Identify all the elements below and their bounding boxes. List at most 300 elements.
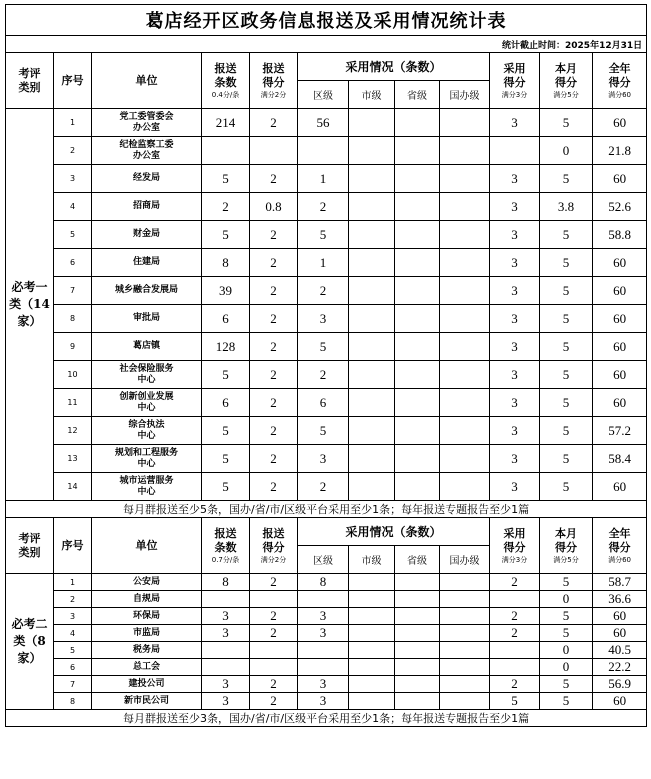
header-adopt-score: 采用 得分 满分3分 [490,518,540,574]
cell-district: 3 [298,625,349,642]
header-state: 国办级 [440,546,490,574]
cell-province [395,305,440,333]
row-unit: 公安局 [92,574,202,591]
cell-submitted [202,137,250,165]
header-submit-score: 报送 得分 满分2分 [250,518,298,574]
cell-submit-score: 2 [250,333,298,361]
row-unit: 环保局 [92,608,202,625]
row-unit: 市监局 [92,625,202,642]
cell-year-score: 60 [593,277,647,305]
cell-year-score: 40.5 [593,642,647,659]
cell-year-score: 56.9 [593,676,647,693]
cell-adopt-score: 3 [490,417,540,445]
header-category: 考评 类别 [6,518,54,574]
cell-submit-score: 2 [250,417,298,445]
cell-district: 2 [298,473,349,501]
cell-state [440,137,490,165]
cell-province [395,473,440,501]
cell-state [440,659,490,676]
header-adopt-score: 采用 得分 满分3分 [490,53,540,109]
cell-adopt-score: 3 [490,193,540,221]
cell-district: 2 [298,277,349,305]
row-unit: 党工委管委会 办公室 [92,109,202,137]
cell-adopt-score: 3 [490,333,540,361]
cell-year-score: 60 [593,249,647,277]
cell-city [349,445,395,473]
stat-date: 统计截止时间：2025年12月31日 [6,36,647,53]
row-unit: 建投公司 [92,676,202,693]
cell-province [395,389,440,417]
statistics-sheet [5,4,646,727]
cell-state [440,333,490,361]
cell-submit-score: 2 [250,361,298,389]
cell-city [349,277,395,305]
cell-province [395,249,440,277]
cell-adopt-score: 3 [490,277,540,305]
cell-city [349,574,395,591]
cell-month-score: 5 [540,333,593,361]
cell-year-score: 58.8 [593,221,647,249]
header-city: 市级 [349,546,395,574]
cell-state [440,109,490,137]
header-submitted: 报送 条数 0.4分/条 [202,53,250,109]
cell-city [349,109,395,137]
cell-state [440,249,490,277]
cell-submitted: 214 [202,109,250,137]
cell-state [440,221,490,249]
table-row [6,445,647,473]
row-seq: 1 [54,574,92,591]
cell-adopt-score: 3 [490,389,540,417]
row-seq: 5 [54,221,92,249]
cell-submit-score [250,659,298,676]
cell-state [440,574,490,591]
cell-district: 5 [298,417,349,445]
header-province: 省级 [395,81,440,109]
header-year-score: 全年 得分 满分60 [593,53,647,109]
cell-province [395,361,440,389]
cell-province [395,221,440,249]
table-row [6,193,647,221]
table-row [6,389,647,417]
row-unit: 经发局 [92,165,202,193]
cell-submit-score: 2 [250,221,298,249]
table-row [6,608,647,625]
cell-province [395,277,440,305]
cell-state [440,389,490,417]
cell-submitted: 5 [202,473,250,501]
cell-month-score: 0 [540,591,593,608]
cell-adopt-score: 3 [490,445,540,473]
row-seq: 2 [54,591,92,608]
table-row [6,333,647,361]
table-row [6,659,647,676]
cell-submit-score: 2 [250,109,298,137]
cell-month-score: 5 [540,473,593,501]
cell-adopt-score: 3 [490,361,540,389]
cell-district: 3 [298,608,349,625]
row-seq: 3 [54,165,92,193]
cell-state [440,417,490,445]
cell-city [349,305,395,333]
cell-year-score: 60 [593,389,647,417]
row-unit: 自规局 [92,591,202,608]
row-unit: 财金局 [92,221,202,249]
row-seq: 7 [54,277,92,305]
cell-month-score: 5 [540,165,593,193]
cell-submitted: 3 [202,676,250,693]
cell-state [440,305,490,333]
cell-year-score: 60 [593,165,647,193]
cell-state [440,642,490,659]
cell-submit-score: 2 [250,445,298,473]
cell-month-score: 5 [540,361,593,389]
table-row [6,574,647,591]
cell-city [349,249,395,277]
table-row [6,249,647,277]
cell-month-score: 5 [540,305,593,333]
row-seq: 12 [54,417,92,445]
cell-district: 6 [298,389,349,417]
cell-city [349,165,395,193]
cell-city [349,193,395,221]
cell-year-score: 60 [593,333,647,361]
cell-submit-score: 2 [250,473,298,501]
cell-state [440,676,490,693]
cell-district [298,591,349,608]
row-seq: 14 [54,473,92,501]
cell-city [349,473,395,501]
cell-month-score: 5 [540,574,593,591]
cell-province [395,608,440,625]
cell-month-score: 5 [540,676,593,693]
header-district: 区级 [298,81,349,109]
row-seq: 6 [54,249,92,277]
row-seq: 8 [54,693,92,710]
cell-submitted: 3 [202,608,250,625]
cell-city [349,642,395,659]
header-row [6,518,647,546]
cell-adopt-score: 2 [490,625,540,642]
cell-district: 1 [298,249,349,277]
cell-submit-score: 2 [250,625,298,642]
cell-state [440,591,490,608]
cell-district: 3 [298,305,349,333]
cell-submitted: 5 [202,361,250,389]
cell-city [349,137,395,165]
cell-month-score: 5 [540,693,593,710]
cell-district: 8 [298,574,349,591]
header-submitted: 报送 条数 0.7分/条 [202,518,250,574]
cell-submit-score: 2 [250,305,298,333]
cell-state [440,165,490,193]
cell-submitted: 8 [202,249,250,277]
header-district: 区级 [298,546,349,574]
cell-adopt-score: 3 [490,165,540,193]
table-row [6,361,647,389]
cell-submitted: 5 [202,445,250,473]
cell-city [349,361,395,389]
cell-province [395,625,440,642]
cell-year-score: 60 [593,305,647,333]
cell-province [395,642,440,659]
cell-submit-score: 2 [250,676,298,693]
table-row [6,165,647,193]
row-seq: 13 [54,445,92,473]
cell-year-score: 60 [593,625,647,642]
cell-province [395,137,440,165]
header-year-score: 全年 得分 满分60 [593,518,647,574]
cell-submitted [202,591,250,608]
row-seq: 7 [54,676,92,693]
cell-year-score: 58.7 [593,574,647,591]
cell-year-score: 22.2 [593,659,647,676]
cell-year-score: 52.6 [593,193,647,221]
header-adoption: 采用情况（条数） [298,518,490,546]
row-seq: 10 [54,361,92,389]
table-row [6,417,647,445]
cell-province [395,574,440,591]
header-month-score: 本月 得分 满分5分 [540,53,593,109]
cell-year-score: 60 [593,608,647,625]
group2-note: 每月群报送至少3条，国办/省/市/区级平台采用至少1条；每年报送专题报告至少1篇 [6,710,647,727]
cell-submit-score: 2 [250,277,298,305]
table-row [6,591,647,608]
cell-adopt-score [490,659,540,676]
header-city: 市级 [349,81,395,109]
cell-state [440,473,490,501]
cell-month-score: 0 [540,659,593,676]
table-row [6,109,647,137]
cell-year-score: 60 [593,473,647,501]
cell-submitted: 5 [202,417,250,445]
cell-submitted: 8 [202,574,250,591]
cell-year-score: 36.6 [593,591,647,608]
cell-submit-score: 2 [250,249,298,277]
cell-year-score: 60 [593,109,647,137]
header-submit-score: 报送 得分 满分2分 [250,53,298,109]
cell-province [395,109,440,137]
cell-submitted: 128 [202,333,250,361]
row-seq: 6 [54,659,92,676]
cell-submitted: 2 [202,193,250,221]
cell-submitted [202,659,250,676]
row-unit: 社会保险服务 中心 [92,361,202,389]
cell-month-score: 5 [540,249,593,277]
cell-province [395,676,440,693]
cell-city [349,608,395,625]
row-seq: 8 [54,305,92,333]
cell-adopt-score: 3 [490,249,540,277]
cell-district [298,642,349,659]
cell-district: 3 [298,693,349,710]
cell-province [395,659,440,676]
cell-city [349,417,395,445]
header-unit: 单位 [92,53,202,109]
cell-adopt-score: 3 [490,473,540,501]
cell-year-score: 58.4 [593,445,647,473]
cell-province [395,417,440,445]
header-seq: 序号 [54,53,92,109]
group1-note: 每月群报送至少5条，国办/省/市/区级平台采用至少1条；每年报送专题报告至少1篇 [6,501,647,518]
cell-submit-score: 2 [250,693,298,710]
cell-month-score: 5 [540,417,593,445]
cell-city [349,389,395,417]
table-row [6,277,647,305]
cell-district: 1 [298,165,349,193]
row-unit: 城乡融合发展局 [92,277,202,305]
cell-year-score: 60 [593,693,647,710]
cell-month-score: 5 [540,625,593,642]
cell-submitted: 3 [202,693,250,710]
row-seq: 11 [54,389,92,417]
statistics-table [5,4,647,727]
row-unit: 税务局 [92,642,202,659]
group2-category: 必考二 类（8 家） [6,574,54,710]
cell-adopt-score: 2 [490,676,540,693]
cell-submit-score: 2 [250,389,298,417]
row-unit: 城市运营服务 中心 [92,473,202,501]
row-unit: 创新创业发展 中心 [92,389,202,417]
row-seq: 5 [54,642,92,659]
row-seq: 1 [54,109,92,137]
cell-adopt-score: 3 [490,305,540,333]
table-row [6,137,647,165]
cell-province [395,445,440,473]
cell-state [440,193,490,221]
cell-district: 2 [298,193,349,221]
row-unit: 规划和工程服务 中心 [92,445,202,473]
cell-month-score: 5 [540,221,593,249]
row-unit: 审批局 [92,305,202,333]
cell-adopt-score: 3 [490,109,540,137]
header-seq: 序号 [54,518,92,574]
cell-month-score: 5 [540,277,593,305]
cell-district: 56 [298,109,349,137]
cell-state [440,361,490,389]
cell-district: 3 [298,445,349,473]
row-seq: 4 [54,193,92,221]
row-unit: 招商局 [92,193,202,221]
cell-province [395,591,440,608]
cell-submitted [202,642,250,659]
cell-month-score: 5 [540,109,593,137]
cell-year-score: 57.2 [593,417,647,445]
cell-district [298,659,349,676]
cell-adopt-score [490,591,540,608]
table-row [6,676,647,693]
cell-submit-score: 2 [250,165,298,193]
row-unit: 住建局 [92,249,202,277]
cell-month-score: 3.8 [540,193,593,221]
header-unit: 单位 [92,518,202,574]
cell-submit-score [250,591,298,608]
row-seq: 2 [54,137,92,165]
table-row [6,642,647,659]
cell-city [349,625,395,642]
row-unit: 葛店镇 [92,333,202,361]
cell-province [395,193,440,221]
cell-submit-score: 2 [250,608,298,625]
cell-submit-score [250,642,298,659]
cell-submitted: 6 [202,389,250,417]
page-title: 葛店经开区政务信息报送及采用情况统计表 [6,5,647,36]
row-seq: 3 [54,608,92,625]
cell-month-score: 0 [540,642,593,659]
cell-adopt-score [490,642,540,659]
row-unit: 总工会 [92,659,202,676]
cell-month-score: 5 [540,389,593,417]
cell-province [395,693,440,710]
cell-submit-score: 2 [250,574,298,591]
group1-category: 必考一 类（14 家） [6,109,54,501]
cell-submit-score [250,137,298,165]
cell-submit-score: 0.8 [250,193,298,221]
cell-submitted: 39 [202,277,250,305]
cell-submitted: 5 [202,165,250,193]
cell-month-score: 0 [540,137,593,165]
cell-adopt-score: 2 [490,608,540,625]
cell-state [440,693,490,710]
cell-city [349,333,395,361]
cell-adopt-score [490,137,540,165]
table-row [6,625,647,642]
cell-district: 3 [298,676,349,693]
table-row [6,305,647,333]
cell-adopt-score: 5 [490,693,540,710]
cell-year-score: 21.8 [593,137,647,165]
cell-submitted: 3 [202,625,250,642]
cell-adopt-score: 2 [490,574,540,591]
cell-state [440,277,490,305]
header-adoption: 采用情况（条数） [298,53,490,81]
cell-province [395,165,440,193]
cell-adopt-score: 3 [490,221,540,249]
table-row [6,473,647,501]
cell-city [349,591,395,608]
cell-city [349,693,395,710]
cell-city [349,659,395,676]
cell-month-score: 5 [540,608,593,625]
row-unit: 综合执法 中心 [92,417,202,445]
cell-city [349,221,395,249]
cell-city [349,676,395,693]
cell-submitted: 6 [202,305,250,333]
cell-state [440,445,490,473]
row-seq: 9 [54,333,92,361]
table-row [6,221,647,249]
table-row [6,693,647,710]
cell-state [440,625,490,642]
cell-year-score: 60 [593,361,647,389]
cell-district [298,137,349,165]
row-seq: 4 [54,625,92,642]
row-unit: 纪检监察工委 办公室 [92,137,202,165]
cell-district: 2 [298,361,349,389]
cell-district: 5 [298,221,349,249]
cell-state [440,608,490,625]
header-state: 国办级 [440,81,490,109]
cell-month-score: 5 [540,445,593,473]
header-province: 省级 [395,546,440,574]
row-unit: 新市民公司 [92,693,202,710]
header-category: 考评 类别 [6,53,54,109]
cell-province [395,333,440,361]
header-row [6,53,647,81]
cell-submitted: 5 [202,221,250,249]
cell-district: 5 [298,333,349,361]
header-month-score: 本月 得分 满分5分 [540,518,593,574]
